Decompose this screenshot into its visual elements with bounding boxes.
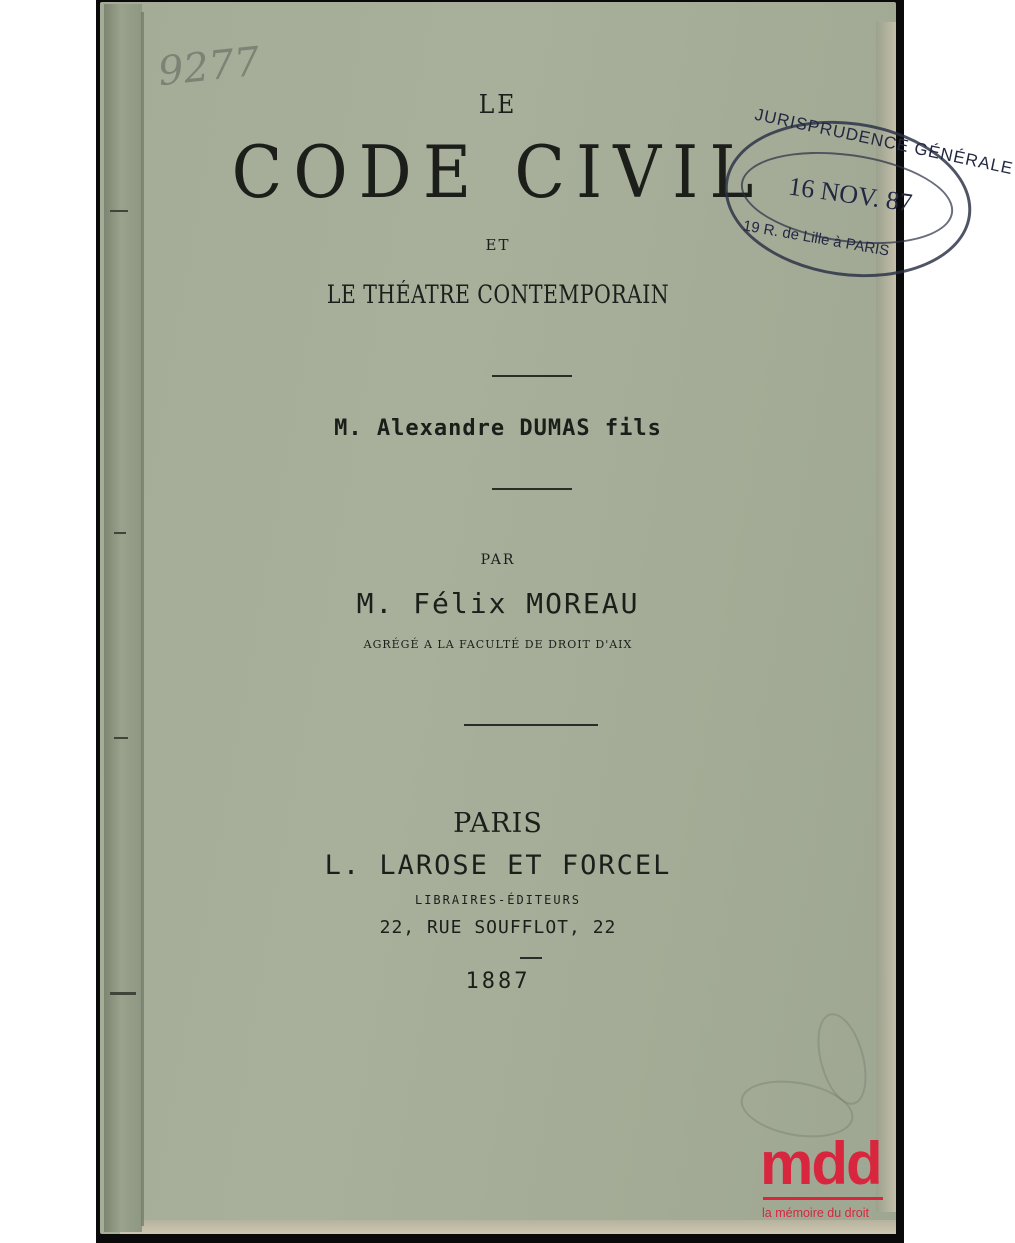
- by-label: PAR: [480, 552, 516, 568]
- stamp-top-text: JURISPRUDENCE GÉNÉRALE: [753, 104, 1015, 179]
- author-title: AGRÉGÉ A LA FACULTÉ DE DROIT D'AIX: [363, 638, 633, 651]
- logo-bar: [763, 1197, 883, 1200]
- stamp-date: 16 NOV. 87: [786, 171, 914, 218]
- divider-rule: [464, 724, 598, 726]
- spine-mark: [110, 210, 128, 212]
- short-rule: [520, 957, 542, 959]
- spine-mark: [114, 532, 126, 534]
- author-name: M. Félix MOREAU: [356, 587, 640, 620]
- library-stamp: [712, 104, 1015, 284]
- divider-rule: [492, 488, 572, 490]
- divider-rule: [492, 375, 572, 377]
- book-cover-photo: [96, 0, 1015, 1243]
- imprint-city: PARIS: [453, 808, 543, 839]
- title-line-le: LE: [478, 90, 518, 120]
- stamp-bottom-text: 19 R. de Lille à PARIS: [741, 217, 891, 260]
- title-code-civil: CODE CIVIL: [231, 130, 765, 214]
- imprint-year: 1887: [465, 969, 531, 994]
- title-line-et: ET: [485, 236, 511, 254]
- imprint-publisher: L. LAROSE ET FORCEL: [324, 850, 672, 881]
- title-line-theatre: LE THÉATRE CONTEMPORAIN: [326, 280, 670, 309]
- logo-wordmark: mdd: [760, 1130, 881, 1197]
- logo-tagline: la mémoire du droit: [762, 1206, 869, 1220]
- mdd-logo: [760, 1130, 890, 1226]
- handwritten-shelfmark: 9277: [155, 38, 262, 96]
- cover-paper: [100, 2, 1015, 1234]
- subject-dumas: M. Alexandre DUMAS fils: [334, 416, 662, 441]
- spine-mark: [114, 737, 128, 739]
- imprint-role: LIBRAIRES-ÉDITEURS: [414, 893, 582, 907]
- imprint-address: 22, RUE SOUFFLOT, 22: [379, 917, 617, 938]
